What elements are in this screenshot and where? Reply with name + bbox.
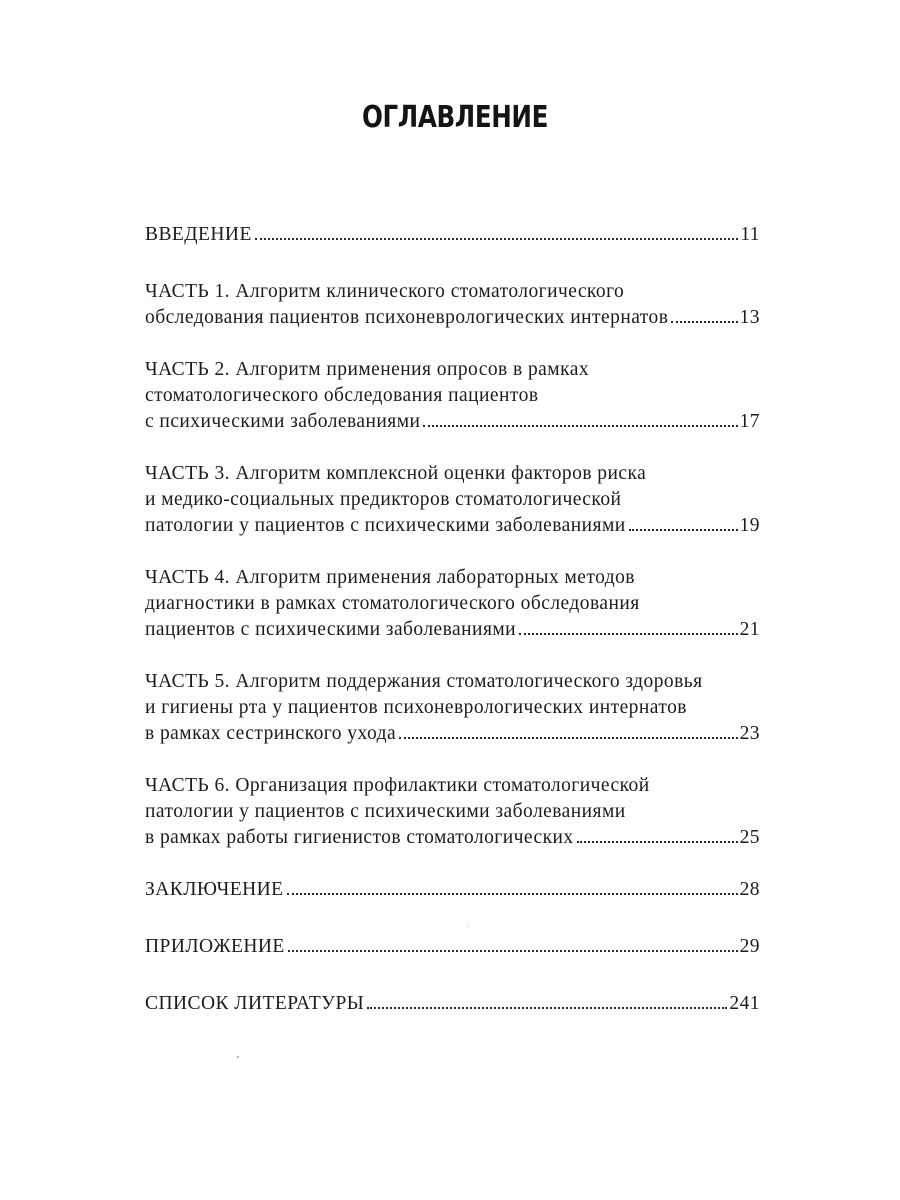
toc-entry-last-line xyxy=(145,305,760,331)
toc-entry-text: обследования пациентов психоневрологических интернатов xyxy=(145,307,669,328)
toc-entry-text: ПРИЛОЖЕНИЕ xyxy=(145,936,285,957)
toc-entry-part-5[interactable] xyxy=(145,669,760,747)
toc-page-number: 19 xyxy=(739,515,760,536)
toc-entry-last-line xyxy=(145,825,760,851)
toc-entry-conclusion[interactable] xyxy=(145,877,760,903)
toc-entry-text: и гигиены рта у пациентов психоневрологических интернатов xyxy=(145,697,687,718)
dot-leader xyxy=(367,1007,727,1009)
toc-entry-text: и медико-социальных предикторов стоматологической xyxy=(145,489,622,510)
toc-entry-text: стоматологического обследования пациентов xyxy=(145,385,539,406)
toc-entry-text: в рамках работы гигиенистов стоматологических xyxy=(145,827,574,848)
toc-entry-part-2[interactable] xyxy=(145,357,760,435)
toc-entry-part-3[interactable] xyxy=(145,461,760,539)
toc-entry-text: ЧАСТЬ 4. Алгоритм применения лабораторных методов xyxy=(145,567,635,588)
toc-entry-text: патологии у пациентов с психическими заболеваниями xyxy=(145,515,626,536)
toc-entry-text: ЧАСТЬ 1. Алгоритм клинического стоматологического xyxy=(145,281,625,302)
toc-page-number: 17 xyxy=(739,411,760,432)
toc-entry-text: СПИСОК ЛИТЕРАТУРЫ xyxy=(145,993,365,1014)
toc-entry-text: ЗАКЛЮЧЕНИЕ xyxy=(145,879,284,900)
dot-leader xyxy=(519,633,738,635)
toc-entry-last-line xyxy=(145,409,760,435)
toc-entry-text: в рамках сестринского ухода xyxy=(145,723,397,744)
dot-leader xyxy=(577,841,738,843)
toc-entry-part-6[interactable] xyxy=(145,773,760,851)
toc-entry-last-line xyxy=(145,617,760,643)
toc-entry-appendix[interactable] xyxy=(145,934,760,960)
toc-page-number: 28 xyxy=(739,879,760,900)
toc-page-number: 29 xyxy=(739,936,760,957)
dot-leader xyxy=(255,238,738,240)
toc-entry-text: ЧАСТЬ 6. Организация профилактики стоматологической xyxy=(145,775,650,796)
toc-page-number: 23 xyxy=(739,723,760,744)
dot-leader xyxy=(423,425,737,427)
toc-page-number: 241 xyxy=(729,993,760,1014)
paper-speck xyxy=(237,1056,239,1058)
toc-entry-text: ЧАСТЬ 3. Алгоритм комплексной оценки факторов риска xyxy=(145,463,647,484)
toc-entry-references[interactable] xyxy=(145,991,760,1017)
dot-leader xyxy=(288,950,738,952)
toc-entry-text: диагностики в рамках стоматологического обследования xyxy=(145,593,640,614)
toc-entry-last-line xyxy=(145,222,760,248)
dot-leader xyxy=(629,529,738,531)
toc-entry-last-line xyxy=(145,513,760,539)
toc-page-number: 13 xyxy=(739,307,760,328)
toc-entry-text: пациентов с психическими заболеваниями xyxy=(145,619,517,640)
toc-page-number: 11 xyxy=(740,224,760,245)
paper-speck xyxy=(467,926,468,927)
toc-entry-part-1[interactable] xyxy=(145,279,760,331)
table-of-contents xyxy=(145,222,760,1048)
toc-entry-part-4[interactable] xyxy=(145,565,760,643)
toc-entry-last-line xyxy=(145,721,760,747)
page-title: ОГЛАВЛЕНИЕ xyxy=(362,100,548,135)
toc-entry-last-line xyxy=(145,877,760,903)
toc-entry-last-line xyxy=(145,934,760,960)
toc-entry-text: ВВЕДЕНИЕ xyxy=(145,224,252,245)
toc-entry-text: с психическими заболеваниями xyxy=(145,411,421,432)
toc-entry-text: ЧАСТЬ 2. Алгоритм применения опросов в рамках xyxy=(145,359,590,380)
toc-entry-text: ЧАСТЬ 5. Алгоритм поддержания стоматологического здоровья xyxy=(145,671,703,692)
toc-entry-introduction[interactable] xyxy=(145,222,760,248)
dot-leader xyxy=(287,893,738,895)
toc-page-number: 21 xyxy=(739,619,760,640)
dot-leader xyxy=(671,321,737,323)
toc-entry-text: патологии у пациентов с психическими заболеваниями xyxy=(145,801,626,822)
dot-leader xyxy=(399,737,738,739)
toc-page-number: 25 xyxy=(739,827,760,848)
toc-entry-last-line xyxy=(145,991,760,1017)
